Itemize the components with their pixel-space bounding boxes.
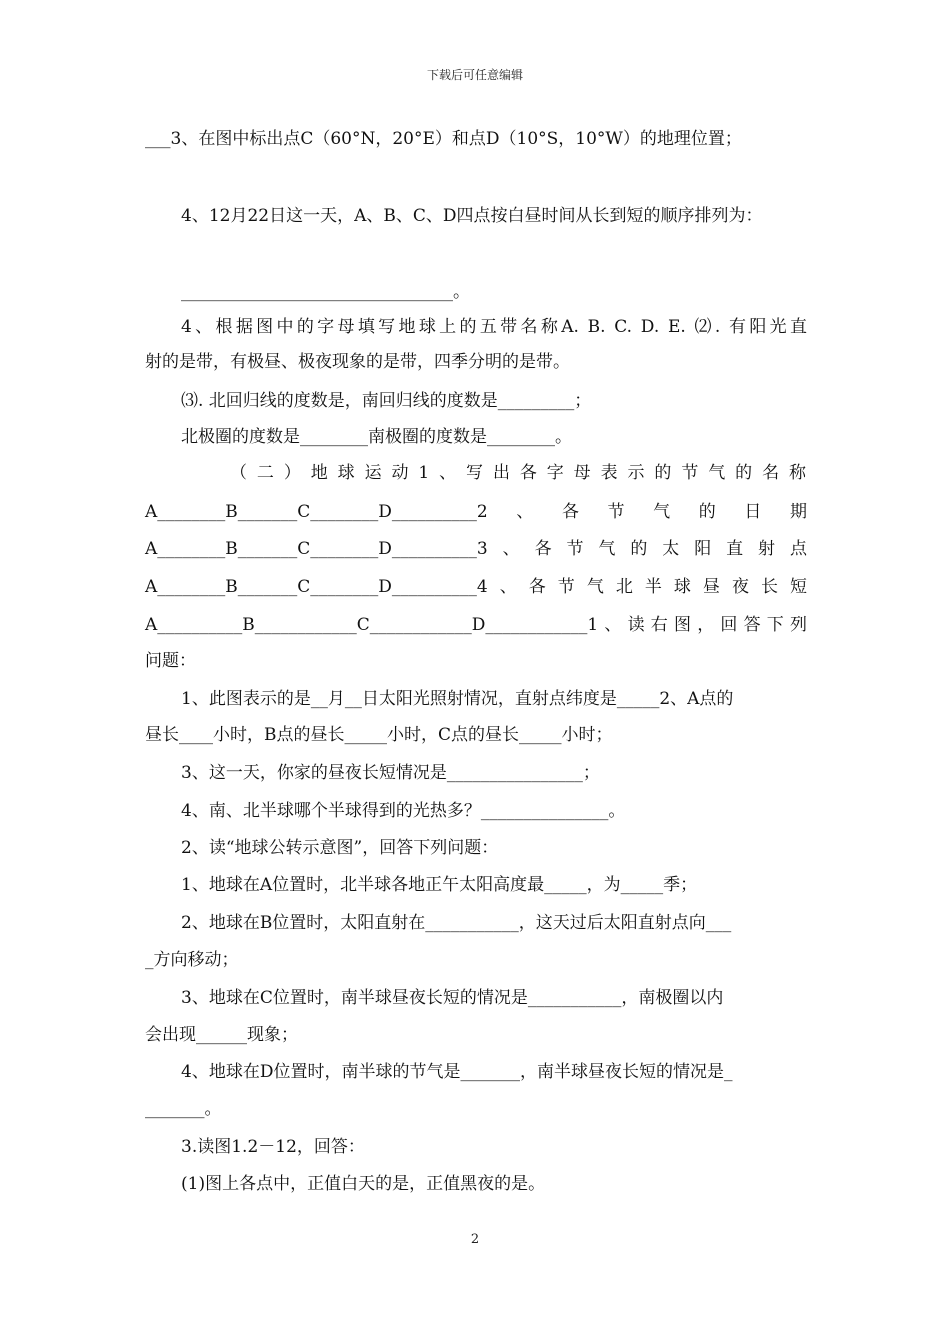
question-line: 3、这一天，你家的昼夜长短情况是________________；: [181, 763, 600, 783]
question-line: 昼长____小时，B点的昼长_____小时，C点的昼长_____小时；: [145, 725, 613, 745]
page-header: 下载后可任意编辑: [426, 68, 523, 82]
question-line: 射的是带，有极昼、极夜现象的是带，四季分明的是带。: [145, 352, 570, 372]
question-line: (1)图上各点中，正值白天的是，正值黑夜的是。: [181, 1174, 546, 1194]
question-line: _______。: [145, 1099, 222, 1119]
question-line: ___3、在图中标出点C（60°N，20°E）和点D（10°S，10°W）的地理位置；: [145, 129, 742, 149]
page-number: 2: [470, 1232, 480, 1247]
answer-blank-line: ________________________________。: [181, 282, 470, 302]
question-line: 2、地球在B位置时，太阳直射在___________，这天过后太阳直射点向___: [181, 913, 732, 933]
question-line: 4、根据图中的字母填写地球上的五带名称A. B. C. D. E. ⑵. 有阳光直: [181, 317, 807, 337]
question-line: ⑶. 北回归线的度数是，南回归线的度数是_________；: [181, 391, 592, 411]
question-line: 会出现______现象；: [145, 1025, 298, 1045]
question-line: A________B_______C________D__________4、各节气北半球昼夜长短: [145, 577, 807, 597]
question-line: 2、读“地球公转示意图”，回答下列问题：: [181, 838, 499, 858]
question-line: 1、地球在A位置时，北半球各地正午太阳高度最_____，为_____季；: [181, 875, 698, 895]
question-line: 3、地球在C位置时，南半球昼夜长短的情况是___________，南极圈以内: [181, 988, 724, 1008]
section-heading: （二）地球运动1、写出各字母表示的节气的名称: [230, 463, 807, 483]
question-line: 4、地球在D位置时，南半球的节气是_______，南半球昼夜长短的情况是_: [181, 1062, 733, 1082]
question-line: 北极圈的度数是________南极圈的度数是________。: [181, 427, 572, 447]
question-line: 1、此图表示的是__月__日太阳光照射情况，直射点纬度是_____2、A点的: [181, 689, 734, 709]
question-line: A________B_______C________D__________3、各节气的太阳直射点: [145, 539, 807, 559]
question-line: 3.读图1.2－12，回答：: [181, 1137, 365, 1157]
question-line: 问题：: [145, 651, 196, 671]
question-line: 4、南、北半球哪个半球得到的光热多？_______________。: [181, 801, 626, 821]
question-line: A__________B____________C____________D____________1、读右图，回答下列: [145, 615, 807, 635]
question-line: 4、12月22日这一天，A、B、C、D四点按白昼时间从长到短的顺序排列为：: [181, 206, 763, 226]
question-line: _方向移动；: [145, 950, 239, 970]
question-line: A________B_______C________D__________2、各节气的日期: [145, 502, 807, 522]
